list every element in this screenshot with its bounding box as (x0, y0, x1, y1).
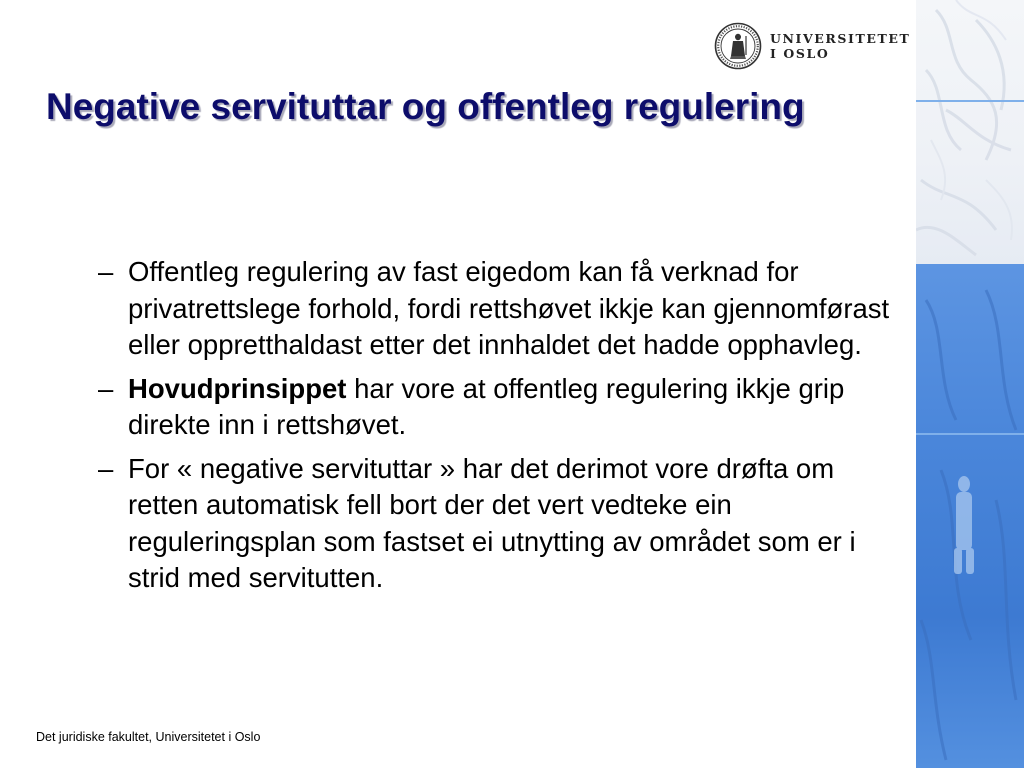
bullet-dash: – (98, 452, 114, 484)
bullet-list (98, 254, 898, 604)
decorative-side-band (916, 0, 1024, 768)
side-band-sculpture-graphic (916, 0, 1024, 768)
bullet-dash: – (98, 256, 114, 287)
bullet-item (98, 254, 898, 364)
university-name (770, 31, 910, 61)
bullet-item (98, 451, 898, 597)
bullet-bold-text: Hovudprinsippet (128, 372, 347, 404)
university-name-line1: UNIVERSITETET (770, 31, 911, 46)
university-seal-icon (714, 22, 762, 70)
bullet-text: For « negative servituttar » har det derimot vore drøfta om retten automatisk fell bort der det vert vedteke ein reguleringsplan som fastset ei utnytting av området som er i strid med servitutten. (128, 452, 856, 593)
side-band-line (916, 100, 1024, 102)
bullet-dash: – (98, 372, 114, 404)
bullet-text: Offentleg regulering av fast eigedom kan få verknad for privatrettslege forhold, fordi rettshøvet ikkje kan gjennomførast eller oppretthaldast etter det innhaldet det hadde opphavleg. (128, 256, 890, 360)
side-band-line (916, 433, 1024, 435)
bullet-text: har vore at offentleg regulering ikkje grip direkte inn i rettshøvet. (128, 372, 845, 440)
bullet-item (98, 371, 898, 444)
university-name-line2: I OSLO (770, 46, 830, 61)
university-logo (714, 22, 910, 70)
slide-footer: Det juridiske fakultet, Universitetet i Oslo (36, 730, 261, 744)
slide-title: Negative servituttar og offentleg regulering (46, 86, 805, 127)
